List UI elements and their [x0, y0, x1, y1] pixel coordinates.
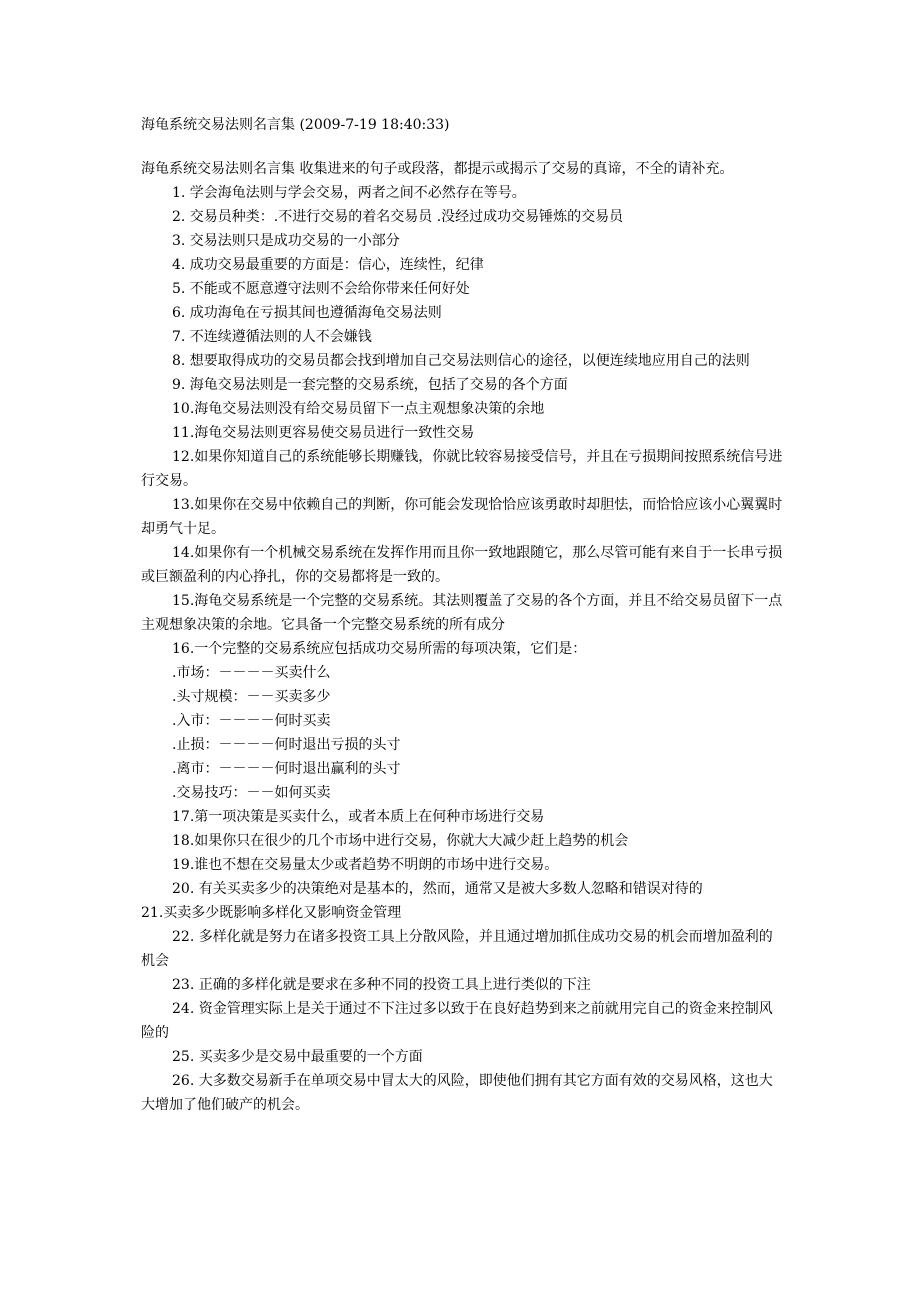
list-item: 10.海龟交易法则没有给交易员留下一点主观想象决策的余地 — [172, 401, 545, 417]
list-item: 24. 资金管理实际上是关于通过不下注过多以致于在良好趋势到来之前就用完自己的资金来控制风险的 — [141, 1001, 773, 1041]
list-item: .止损：－－－－何时退出亏损的头寸 — [172, 737, 401, 753]
list-item: 18.如果你只在很少的几个市场中进行交易，你就大大减少赶上趋势的机会 — [172, 833, 629, 849]
document-title: 海龟系统交易法则名言集 (2009-7-19 18:40:33) — [141, 117, 450, 133]
list-item: 25. 买卖多少是交易中最重要的一个方面 — [172, 1049, 423, 1065]
document-intro: 海龟系统交易法则名言集 收集进来的句子或段落，都提示或揭示了交易的真谛，不全的请补充。 — [141, 161, 734, 177]
document-body — [141, 157, 783, 1117]
list-item: 13.如果你在交易中依赖自己的判断，你可能会发现恰恰应该勇敢时却胆怯，而恰恰应该小心翼翼时却勇气十足。 — [141, 497, 783, 537]
list-item: 19.谁也不想在交易量太少或者趋势不明朗的市场中进行交易。 — [172, 857, 559, 873]
list-item: 12.如果你知道自己的系统能够长期赚钱，你就比较容易接受信号，并且在亏损期间按照系统信号进行交易。 — [141, 449, 783, 489]
list-item: 6. 成功海龟在亏损其间也遵循海龟交易法则 — [172, 305, 442, 321]
list-item: .头寸规模：－－买卖多少 — [172, 689, 331, 705]
list-item: 5. 不能或不愿意遵守法则不会给你带来任何好处 — [172, 281, 470, 297]
list-item: 26. 大多数交易新手在单项交易中冒太大的风险，即使他们拥有其它方面有效的交易风格，这也大大增加了他们破产的机会。 — [141, 1073, 773, 1113]
list-item: 3. 交易法则只是成功交易的一小部分 — [172, 233, 400, 249]
list-item: 8. 想要取得成功的交易员都会找到增加自己交易法则信心的途径，以便连续地应用自己的法则 — [172, 353, 750, 369]
list-item: 11.海龟交易法则更容易使交易员进行一致性交易 — [172, 425, 475, 441]
list-item: 21.买卖多少既影响多样化又影响资金管理 — [141, 905, 402, 921]
list-item: 17.第一项决策是买卖什么，或者本质上在何种市场进行交易 — [172, 809, 545, 825]
list-item: 1. 学会海龟法则与学会交易，两者之间不必然存在等号。 — [172, 185, 526, 201]
list-item: .交易技巧：－－如何买卖 — [172, 785, 331, 801]
list-item: 9. 海龟交易法则是一套完整的交易系统，包括了交易的各个方面 — [172, 377, 568, 393]
list-item: 14.如果你有一个机械交易系统在发挥作用而且你一致地跟随它，那么尽管可能有来自于一长串亏损或巨额盈利的内心挣扎，你的交易都将是一致的。 — [141, 545, 783, 585]
list-item: 7. 不连续遵循法则的人不会嫌钱 — [172, 329, 372, 345]
list-item: 15.海龟交易系统是一个完整的交易系统。其法则覆盖了交易的各个方面，并且不给交易员留下一点主观想象决策的余地。它具备一个完整交易系统的所有成分 — [141, 593, 783, 633]
list-item: .入市：－－－－何时买卖 — [172, 713, 331, 729]
list-item: 22. 多样化就是努力在诸多投资工具上分散风险，并且通过增加抓住成功交易的机会而增加盈利的机会 — [141, 929, 773, 969]
list-item: .市场：－－－－买卖什么 — [172, 665, 331, 681]
list-item: 4. 成功交易最重要的方面是：信心，连续性，纪律 — [172, 257, 484, 273]
list-item: 16.一个完整的交易系统应包括成功交易所需的每项决策，它们是： — [172, 641, 587, 657]
list-item: 2. 交易员种类：.不进行交易的着名交易员 .没经过成功交易锤炼的交易员 — [172, 209, 624, 225]
list-item: 20. 有关买卖多少的决策绝对是基本的，然而，通常又是被大多数人忽略和错误对待的 — [172, 881, 703, 897]
list-item: 23. 正确的多样化就是要求在多种不同的投资工具上进行类似的下注 — [172, 977, 591, 993]
paragraph-list — [141, 181, 783, 1117]
list-item: .离市：－－－－何时退出赢利的头寸 — [172, 761, 401, 777]
